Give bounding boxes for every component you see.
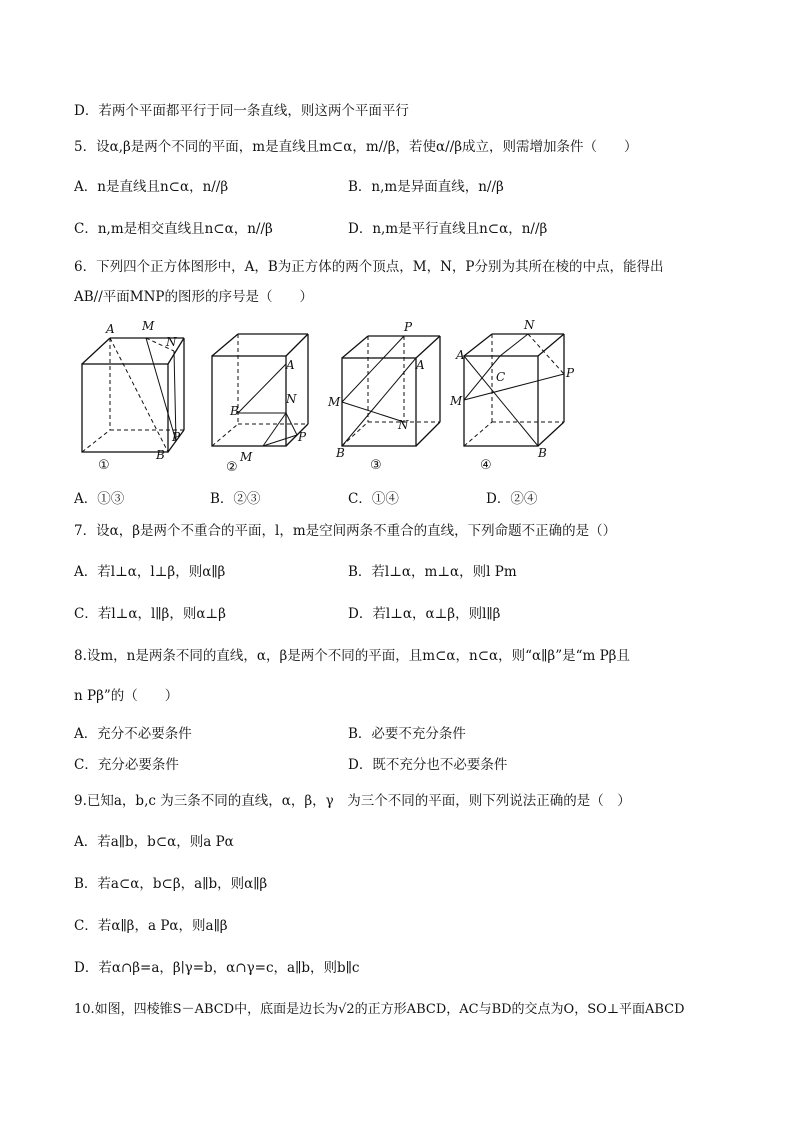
q10-stem: 10.如图，四棱锥S－ABCD中，底面是边长为√2的正方形ABCD，AC与BD的交点为O，SO⊥平面ABCD: [74, 1002, 685, 1017]
fig3-label-a: A: [416, 358, 425, 372]
fig2-number: ②: [226, 460, 238, 475]
fig3-label-b: B: [336, 446, 345, 460]
q9-option-a: A．若a∥b，b⊂α，则a Pα: [74, 834, 234, 850]
fig1-label-n: N: [166, 335, 177, 349]
fig2-label-n: N: [286, 392, 297, 406]
q5-option-d: D．n,m是平行直线且n⊂α，n//β: [348, 221, 548, 237]
fig1-number: ①: [98, 458, 110, 473]
fig4-label-a: A: [456, 348, 465, 362]
q9-stem: 9.已知a，b,c 为三条不同的直线，α，β，γ 为三个不同的平面，则下列说法正确的是（ ）: [74, 793, 631, 809]
q8-option-b: B．必要不充分条件: [348, 726, 466, 742]
q9-option-b: B．若a⊂α，b⊂β，a∥b，则α∥β: [74, 876, 268, 892]
q5-option-b: B．n,m是异面直线，n//β: [348, 179, 504, 195]
cube-figure-3: [328, 318, 456, 478]
fig1-label-b: B: [156, 448, 165, 462]
cube-figure-2: [208, 318, 328, 478]
fig1-label-p: P: [172, 430, 181, 444]
q7-option-d: D．若l⊥α，α⊥β，则l∥β: [348, 606, 501, 622]
q7-stem: 7．设α，β是两个不重合的平面，l，m是空间两条不重合的直线，下列命题不正确的是（）: [74, 523, 617, 539]
fig4-label-c: C: [496, 370, 506, 384]
fig2-label-p: P: [298, 430, 307, 444]
cube-figure-4: [450, 318, 588, 478]
q5-option-c: C．n,m是相交直线且n⊂α，n//β: [74, 221, 273, 237]
cube-figure-1: [76, 318, 196, 478]
fig4-label-m: M: [450, 394, 463, 408]
q9-option-c: C．若α∥β，a Pα，则a∥β: [74, 918, 228, 934]
fig3-label-m: M: [328, 395, 341, 409]
fig4-label-n: N: [524, 318, 535, 332]
q7-option-a: A．若l⊥α，l⊥β，则α∥β: [74, 564, 226, 580]
q7-option-b: B．若l⊥α，m⊥α，则l Pm: [348, 564, 517, 580]
q6-option-c: C．①④: [348, 491, 399, 507]
fig4-label-p: P: [566, 366, 575, 380]
q8-stem-line1: 8.设m，n是两条不同的直线，α，β是两个不同的平面，且m⊂α，n⊂α，则“α∥β”是“m Pβ且: [74, 648, 630, 664]
q9-option-d: D．若α∩β=a，β∣γ=b，α∩γ=c，a∥b，则b∥c: [74, 960, 360, 976]
fig1-label-m: M: [142, 319, 155, 333]
q8-option-a: A．充分不必要条件: [74, 726, 192, 742]
fig3-label-p: P: [404, 320, 413, 334]
q7-option-c: C．若l⊥α，l∥β，则α⊥β: [74, 606, 226, 622]
q6-stem-line2: AB//平面MNP的图形的序号是（ ）: [74, 289, 313, 305]
fig4-number: ④: [480, 458, 492, 473]
q6-option-d: D．②④: [486, 491, 538, 507]
q5-stem: 5．设α,β是两个不同的平面，m是直线且m⊂α，m//β，若使α//β成立，则需增加条件（ ）: [74, 139, 638, 155]
q6-option-a: A．①③: [74, 491, 125, 507]
q4-option-d: D．若两个平面都平行于同一条直线，则这两个平面平行: [74, 103, 409, 119]
q8-option-d: D．既不充分也不必要条件: [348, 757, 508, 773]
fig4-label-b: B: [538, 446, 547, 460]
q6-stem-line1: 6．下列四个正方体图形中，A，B为正方体的两个顶点，M，N，P分别为其所在棱的中点，能得出: [74, 259, 664, 275]
q8-stem-line2: n Pβ”的（ ）: [74, 688, 179, 704]
q5-option-a: A．n是直线且n⊂α，n//β: [74, 179, 229, 195]
q8-option-c: C．充分必要条件: [74, 757, 179, 773]
fig2-label-b: B: [230, 404, 239, 418]
fig3-label-n: N: [398, 418, 409, 432]
q6-option-b: B．②③: [210, 491, 261, 507]
fig1-label-a: A: [106, 322, 115, 336]
fig3-number: ③: [370, 458, 382, 473]
fig2-label-m: M: [240, 450, 253, 464]
fig2-label-a: A: [286, 358, 295, 372]
